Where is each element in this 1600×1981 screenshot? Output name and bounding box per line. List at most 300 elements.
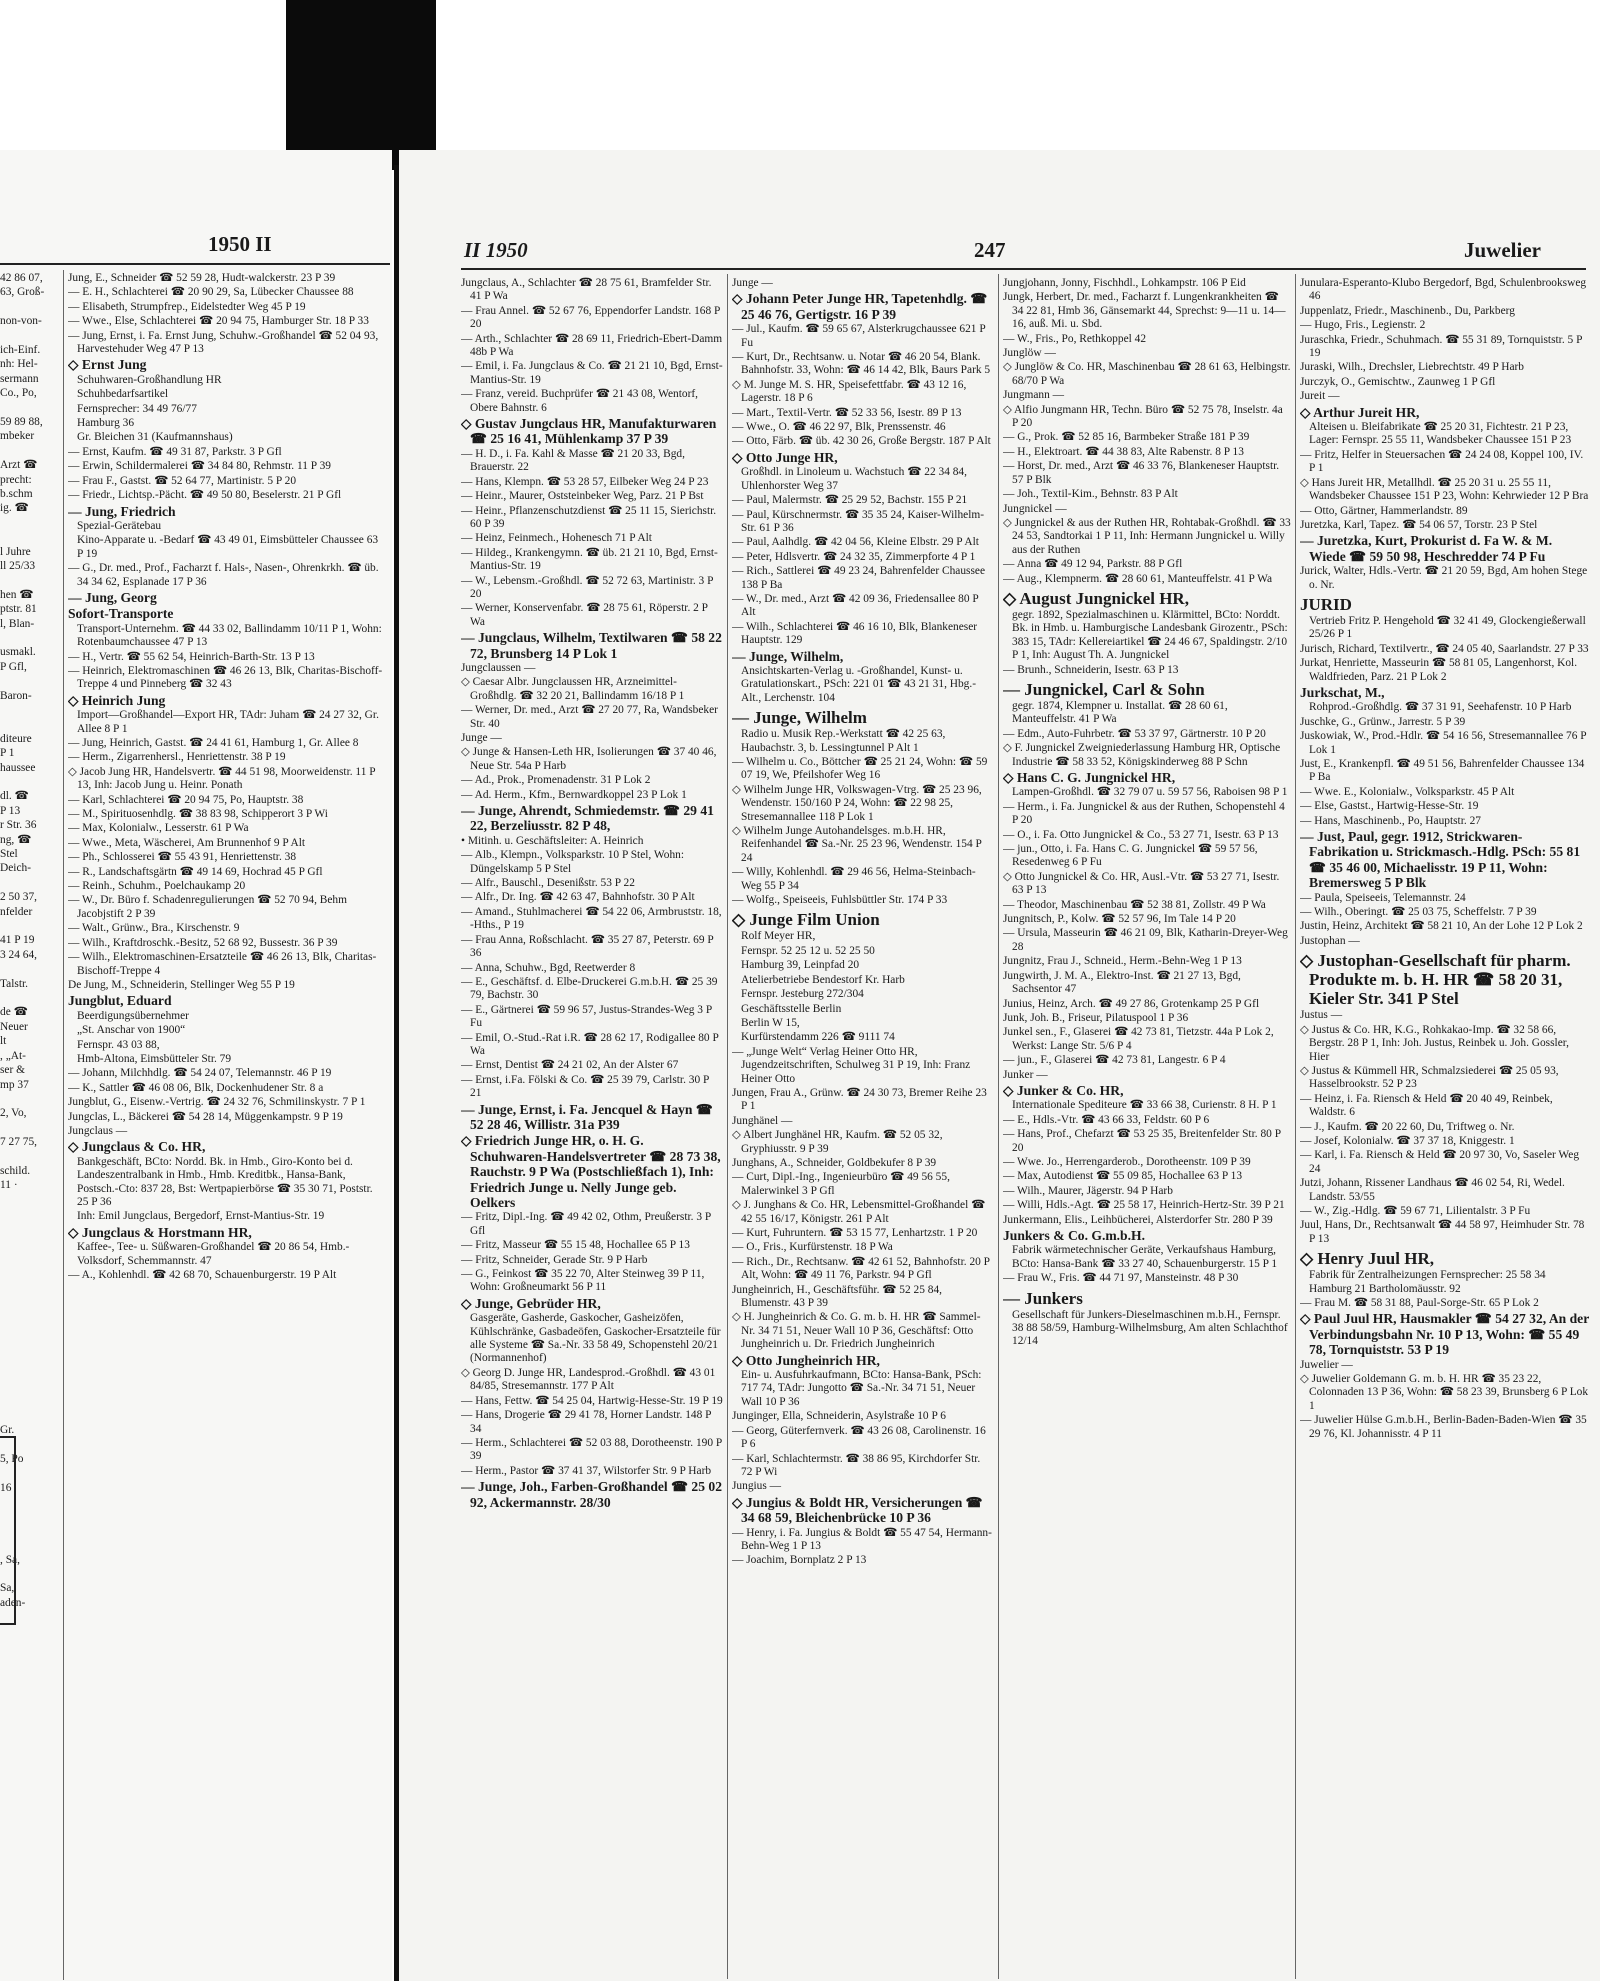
directory-entry: Rohprod.-Großhdlg. ☎ 37 31 91, Seehafenstr. 10 P Harb bbox=[1309, 701, 1572, 714]
directory-entry: — Herm., Pastor ☎ 37 41 37, Wilstorfer Str. 9 P Harb bbox=[461, 1464, 712, 1477]
directory-entry: ◇ J. Junghans & Co. HR, Lebensmittel-Großhandel ☎ 42 55 16/17, Königstr. 261 P Alt bbox=[732, 1199, 986, 1225]
margin-fragment: ng, ☎ bbox=[0, 833, 32, 846]
directory-entry: ◇ Otto Jungheinrich HR, bbox=[732, 1352, 880, 1368]
directory-entry: Jureit — bbox=[1300, 390, 1340, 403]
left-header-rule bbox=[0, 263, 390, 265]
page-number: 247 bbox=[974, 238, 1006, 262]
directory-entry: — Frau F., Gastst. ☎ 52 64 77, Martinistr. 5 P 20 bbox=[68, 474, 297, 487]
directory-entry: ◇ Wilhelm Junge Autohandelsges. m.b.H. HR, Reifenhandel ☎ Sa.-Nr. 25 23 96, Wendenstr. 154 P 24 bbox=[732, 825, 982, 864]
margin-fragment bbox=[0, 1251, 60, 1264]
directory-entry: ◇ M. Junge M. S. HR, Speisefettfabr. ☎ 43 12 16, Lagerstr. 18 P 6 bbox=[732, 378, 967, 405]
directory-entry: Kino-Apparate u. -Bedarf ☎ 43 49 01, Eimsbütteler Chaussee 63 P 19 bbox=[77, 534, 379, 560]
directory-entry: — Peter, Hdlsvertr. ☎ 24 32 35, Zimmerpforte 4 P 1 bbox=[732, 550, 976, 563]
directory-entry: Junge — bbox=[461, 732, 502, 744]
directory-entry: ◇ Georg D. Junge HR, Landesprod.-Großhdl. ☎ 43 01 84/85, Stresemannstr. 177 P Alt bbox=[461, 1366, 716, 1393]
directory-entry: Ein- u. Ausfuhrkaufmann, BCto: Hansa-Bank, PSch: 717 74, TAdr: Jungotto ☎ Sa.-Nr. 34 71 51, Neuer Wall 10 P 36 bbox=[741, 1369, 982, 1408]
margin-fragment: Neuer bbox=[0, 1020, 28, 1033]
margin-fragment: precht: bbox=[0, 473, 32, 486]
directory-entry: — Fritz, Dipl.-Ing. ☎ 49 42 02, Othm, Preußerstr. 3 P Gfl bbox=[461, 1211, 711, 1237]
directory-entry: „St. Anschar von 1900“ bbox=[77, 1024, 186, 1037]
directory-entry: Justophan — bbox=[1300, 934, 1360, 947]
margin-fragment bbox=[0, 1395, 60, 1408]
directory-entry: — Wilh., Elektromaschinen-Ersatzteile ☎ 46 26 13, Blk, Charitas-Bischoff-Treppe 4 bbox=[68, 951, 377, 977]
directory-entry: — Junge, Joh., Farben-Großhandel ☎ 25 02 92, Ackermannstr. 28/30 bbox=[461, 1479, 723, 1510]
margin-fragment bbox=[0, 1151, 60, 1164]
margin-fragment: ll 25/33 bbox=[0, 560, 36, 573]
margin-fragment bbox=[0, 776, 60, 789]
margin-fragment bbox=[0, 1323, 60, 1336]
margin-fragment: r Str. 36 bbox=[0, 819, 37, 832]
directory-entry: Jungius — bbox=[732, 1480, 782, 1493]
directory-entry: — Wwe., Meta, Wäscherei, Am Brunnenhof 9 P Alt bbox=[68, 836, 306, 849]
directory-entry: — Wwe. Jo., Herrengarderob., Dorotheenstr. 109 P 39 bbox=[1003, 1155, 1251, 1168]
margin-fragment bbox=[0, 1294, 60, 1307]
margin-fragment: P 1 bbox=[0, 747, 15, 760]
margin-fragment bbox=[0, 632, 60, 645]
margin-fragment bbox=[0, 963, 60, 976]
directory-entry: Juraski, Wilh., Drechsler, Liebrechtstr. 49 P Harb bbox=[1300, 361, 1524, 374]
margin-fragment: 42 86 07, bbox=[0, 272, 43, 284]
directory-entry: Jungclaus — bbox=[68, 1124, 128, 1137]
right-running-head-left: II 1950 bbox=[464, 238, 528, 262]
directory-entry: — W., Lebensm.-Großhdl. ☎ 52 72 63, Martinistr. 3 P 20 bbox=[461, 574, 714, 600]
directory-entry: Just, E., Krankenpfl. ☎ 49 51 56, Bahrenfelder Chaussee 134 P Ba bbox=[1300, 758, 1585, 784]
left-page bbox=[0, 150, 392, 1981]
directory-entry: Rolf Meyer HR, bbox=[741, 930, 816, 943]
directory-entry: — Ad., Prok., Promenadenstr. 31 P Lok 2 bbox=[461, 774, 651, 787]
directory-entry: Junker — bbox=[1003, 1068, 1048, 1081]
directory-entry: — Jung, Georg bbox=[68, 589, 157, 605]
margin-fragment bbox=[0, 1237, 60, 1250]
directory-entry: — Alfr., Dr. Ing. ☎ 42 63 47, Bahnhofstr. 30 P Alt bbox=[461, 891, 695, 904]
directory-entry: — H., Vertr. ☎ 55 62 54, Heinrich-Barth-Str. 13 P 13 bbox=[68, 650, 315, 663]
margin-fragment: P 13 bbox=[0, 804, 21, 817]
directory-entry: ◇ Jungclaus & Horstmann HR, bbox=[68, 1224, 252, 1240]
directory-entry: — Paul, Kürschnermstr. ☎ 35 35 24, Kaiser-Wilhelm-Str. 61 P 36 bbox=[732, 508, 985, 534]
directory-entry: — Rich., Sattlerei ☎ 49 23 24, Bahrenfelder Chaussee 138 P Ba bbox=[732, 565, 986, 591]
left-margin-column bbox=[0, 272, 60, 1972]
directory-entry: ◇ Paul Juul HR, Hausmakler ☎ 54 27 32, An der Verbindungsbahn Nr. 10 P 13, Wohn: ☎ 55 49 78, Tornquiststr. 53 P 19 bbox=[1300, 1311, 1589, 1358]
directory-entry: — Karl, Schlachtermstr. ☎ 38 86 95, Kirchdorfer Str. 72 P Wi bbox=[732, 1452, 981, 1478]
directory-entry: — Frau W., Fris. ☎ 44 71 97, Mansteinstr. 48 P 30 bbox=[1003, 1272, 1239, 1285]
margin-fragment: lt bbox=[0, 1035, 7, 1048]
directory-entry: ◇ Jungclaus & Co. HR, bbox=[68, 1139, 206, 1155]
margin-fragment: Deich- bbox=[0, 862, 31, 875]
directory-entry: Sofort-Transporte bbox=[68, 606, 174, 622]
directory-entry: Juwelier — bbox=[1300, 1358, 1353, 1371]
directory-entry: Juppenlatz, Friedr., Maschinenb., Du, Parkberg bbox=[1300, 304, 1515, 317]
directory-entry: — Wilh., Schlachterei ☎ 46 16 10, Blk, Blankeneser Hauptstr. 129 bbox=[732, 620, 978, 647]
directory-entry: Kaffee-, Tee- u. Süßwaren-Großhandel ☎ 20 86 54, Hmb.-Volksdorf, Schemmannstr. 47 bbox=[77, 1241, 350, 1267]
margin-fragment: 16 bbox=[0, 1481, 12, 1494]
directory-entry: Jungen, Frau A., Grünw. ☎ 24 30 73, Bremer Reihe 23 P 1 bbox=[732, 1086, 987, 1113]
right-column-4 bbox=[1300, 277, 1590, 1977]
directory-entry: gegr. 1892, Spezialmaschinen u. Klärmittel, BCto: Norddt. Bk. in Hmb. u. Hamburgische Landesbank Girozentr., PSch: 383 15, TAdr: Kellereiartikel ☎ 24 46 67, Spaldingstr. 2/10 P 1, Inh: August Th. A. Jungnickel bbox=[1012, 608, 1288, 662]
directory-entry: — Junge, Wilhelm bbox=[732, 708, 867, 728]
directory-entry: — A., Kohlenhdl. ☎ 42 68 70, Schauenburgerstr. 19 P Alt bbox=[68, 1269, 337, 1282]
margin-fragment bbox=[0, 574, 60, 587]
margin-fragment: schild. bbox=[0, 1164, 31, 1177]
directory-entry: — Frau M. ☎ 58 31 88, Paul-Sorge-Str. 65 P Lok 2 bbox=[1300, 1297, 1539, 1309]
margin-fragment: dl. ☎ bbox=[0, 790, 29, 803]
margin-fragment bbox=[0, 531, 60, 544]
directory-entry: • Mitinh. u. Geschäftsleiter: A. Heinrich bbox=[461, 834, 644, 847]
directory-entry: Kurfürstendamm 226 ☎ 9111 74 bbox=[741, 1031, 895, 1044]
directory-entry: — Friedr., Lichtsp.-Pächt. ☎ 49 50 80, Beselerstr. 21 P Gfl bbox=[68, 489, 342, 502]
directory-entry: — Erwin, Schildermalerei ☎ 34 84 80, Rehmstr. 11 P 39 bbox=[68, 460, 331, 473]
directory-entry: — Wolfg., Speiseeis, Fuhlsbüttler Str. 174 P 33 bbox=[732, 894, 948, 907]
margin-fragment bbox=[0, 1122, 60, 1135]
directory-entry: gegr. 1874, Klempner u. Installat. ☎ 28 60 61, Manteuffelstr. 41 P Wa bbox=[1012, 699, 1228, 726]
margin-fragment: usmakl. bbox=[0, 646, 36, 659]
directory-entry: Jurkat, Henriette, Masseurin ☎ 58 81 05, Langenhorst, Kol. Waldfrieden, Parz. 21 P Lok 2 bbox=[1300, 657, 1578, 683]
directory-entry: — Wwe. E., Kolonialw., Volksparkstr. 45 P Alt bbox=[1300, 785, 1515, 798]
margin-fragment bbox=[0, 704, 60, 717]
margin-fragment: ig. ☎ bbox=[0, 502, 29, 515]
directory-entry: — Theodor, Maschinenbau ☎ 52 38 81, Zollstr. 49 P Wa bbox=[1003, 898, 1266, 911]
column-divider-1 bbox=[727, 274, 728, 1979]
directory-entry: Junghänel — bbox=[732, 1114, 793, 1127]
directory-entry: Fernspr. 52 25 12 u. 52 25 50 bbox=[741, 944, 875, 957]
directory-entry: — Kurt, Dr., Rechtsanw. u. Notar ☎ 46 20 54, Blank. Bahnhofstr. 33, Wohn: ☎ 46 14 42, Blk, Baurs Park 5 bbox=[732, 351, 991, 377]
directory-entry: — Anna ☎ 49 12 94, Parkstr. 88 P Gfl bbox=[1003, 558, 1183, 571]
directory-entry: Schuhwaren-Großhandlung HR bbox=[77, 373, 222, 386]
margin-fragment: Gr. bbox=[0, 1423, 15, 1436]
directory-entry: — Max, Kolonialw., Lesserstr. 61 P Wa bbox=[68, 822, 249, 835]
margin-fragment bbox=[0, 1194, 60, 1207]
directory-entry: Jurkschat, M., bbox=[1300, 684, 1385, 700]
margin-fragment: Arzt ☎ bbox=[0, 459, 38, 472]
directory-entry: Lampen-Großhdl. ☎ 32 79 07 u. 59 57 56, Raboisen 98 P 1 bbox=[1012, 786, 1288, 799]
margin-fragment bbox=[0, 920, 60, 933]
directory-entry: Hamburg 39, Leinpfad 20 bbox=[741, 959, 860, 972]
directory-entry: — Hans, Klempn. ☎ 53 28 57, Eilbeker Weg 24 P 23 bbox=[461, 475, 709, 488]
directory-entry: Jurczyk, O., Gemischtw., Zaunweg 1 P Gfl bbox=[1300, 375, 1496, 388]
margin-fragment: ptstr. 81 bbox=[0, 603, 37, 616]
directory-entry: — Jungnickel, Carl & Sohn bbox=[1003, 679, 1205, 699]
directory-entry: ◇ H. Jungheinrich & Co. G. m. b. H. HR ☎ Sammel-Nr. 34 71 51, Neuer Wall 10 P 36, Geschäftsf: Otto Jungheinrich u. Dr. Friedrich Jungheinrich bbox=[732, 1311, 981, 1351]
directory-entry: — W., Zig.-Hdlg. ☎ 59 67 71, Lilientalstr. 3 P Fu bbox=[1300, 1204, 1531, 1217]
directory-entry: ◇ Jacob Jung HR, Handelsvertr. ☎ 44 51 98, Moorweidenstr. 11 P 13, Inh: Jacob Jung u. Heinr. Ponath bbox=[68, 765, 376, 792]
directory-entry: — E. H., Schlachterei ☎ 20 90 29, Sa, Lübecker Chaussee 88 bbox=[68, 286, 354, 299]
margin-fragment: mbeker bbox=[0, 430, 35, 443]
directory-entry: ◇ Ernst Jung bbox=[68, 357, 147, 373]
directory-entry: Junius, Heinz, Arch. ☎ 49 27 86, Grotenkamp 25 P Gfl bbox=[1003, 997, 1260, 1010]
left-entries-column bbox=[68, 272, 386, 1977]
directory-entry: — E., Gärtnerei ☎ 59 96 57, Justus-Strandes-Weg 3 P Fu bbox=[461, 1003, 712, 1030]
directory-entry: — Aug., Klempnerm. ☎ 28 60 61, Manteuffelstr. 41 P Wa bbox=[1003, 572, 1273, 585]
margin-fragment bbox=[0, 1280, 60, 1293]
left-running-head-title: 1950 II bbox=[208, 232, 272, 256]
directory-entry: Jurick, Walter, Hdls.-Vertr. ☎ 21 20 59, Bgd, Am hohen Stege o. Nr. bbox=[1300, 565, 1588, 591]
directory-entry: — O., i. Fa. Otto Jungnickel & Co., 53 27 71, Isestr. 63 P 13 bbox=[1003, 828, 1279, 841]
directory-entry: Jungheinrich, H., Geschäftsführ. ☎ 52 25 84, Blumenstr. 43 P 39 bbox=[732, 1283, 943, 1310]
directory-entry: — Heinz, Feinmech., Hohenesch 71 P Alt bbox=[461, 532, 652, 545]
directory-entry: Ansichtskarten-Verlag u. -Großhandel, Kunst- u. Gratulationskart., PSch: 221 01 ☎ 43 21 31, Hbg.-Alt., Lerchenstr. 104 bbox=[741, 664, 977, 704]
directory-entry: ◇ Johann Peter Junge HR, Tapetenhdlg. ☎ 25 46 76, Gertigstr. 16 P 39 bbox=[732, 291, 988, 322]
directory-entry: ◇ Arthur Jureit HR, bbox=[1300, 404, 1420, 420]
margin-fragment: diteure bbox=[0, 732, 32, 745]
directory-entry: — Ernst, i.Fa. Fölski & Co. ☎ 25 39 79, Carlstr. 30 P 21 bbox=[461, 1073, 709, 1100]
directory-entry: — Herm., Schlachterei ☎ 52 03 88, Dorotheenstr. 190 P 39 bbox=[461, 1436, 722, 1463]
directory-entry: — Wilh., Oberingt. ☎ 25 03 75, Scheffelstr. 7 P 39 bbox=[1300, 906, 1537, 919]
directory-entry: — Wwe., Else, Schlachterei ☎ 20 94 75, Hamburger Str. 18 P 33 bbox=[68, 315, 369, 328]
directory-entry: Fernsprecher: 34 49 76/77 bbox=[77, 402, 197, 415]
directory-entry: — Willi, Hdls.-Agt. ☎ 25 58 17, Heinrich-Hertz-Str. 39 P 21 bbox=[1003, 1199, 1285, 1212]
right-running-head bbox=[399, 238, 1600, 278]
right-header-rule bbox=[461, 268, 1586, 270]
margin-fragment: sermann bbox=[0, 372, 39, 385]
directory-entry: — Else, Gastst., Hartwig-Hesse-Str. 19 bbox=[1300, 800, 1479, 813]
directory-entry: — Junkers bbox=[1003, 1288, 1083, 1308]
directory-entry: — Paul, Aalhdlg. ☎ 42 04 56, Kleine Elbstr. 29 P Alt bbox=[732, 536, 979, 549]
directory-entry: — Just, Paul, gegr. 1912, Strickwaren-Fabrikation u. Strickmasch.-Hdlg. PSch: 55 81 ☎ 35 46 00, Michaelisstr. 19 P 11, Wohn: Bremersweg 5 P Blk bbox=[1300, 829, 1581, 891]
margin-fragment bbox=[0, 402, 60, 415]
directory-entry: — Ad. Herm., Kfm., Bernwardkoppel 23 P Lok 1 bbox=[461, 788, 687, 801]
right-column-3 bbox=[1003, 277, 1291, 1977]
directory-entry: — Juwelier Hülse G.m.b.H., Berlin-Baden-Baden-Wien ☎ 35 29 76, Kl. Johannisstr. 4 P 11 bbox=[1300, 1414, 1587, 1440]
directory-entry: Justin, Heinz, Architekt ☎ 58 21 10, An der Lohe 12 P Lok 2 bbox=[1300, 920, 1583, 933]
margin-fragment: 2 50 37, bbox=[0, 891, 38, 904]
right-running-head-right: Juwelier bbox=[1464, 238, 1541, 262]
directory-entry: — M., Spirituosenhdlg. ☎ 38 83 98, Schipperort 3 P Wi bbox=[68, 808, 328, 821]
directory-entry: — „Junge Welt“ Verlag Heiner Otto HR, Jugendzeitschriften, Schulweg 31 P 19, Inh: Franz Heiner Otto bbox=[732, 1045, 971, 1085]
margin-fragment: hen ☎ bbox=[0, 588, 34, 601]
directory-entry: Jungk, Herbert, Dr. med., Facharzt f. Lungenkrankheiten ☎ 34 22 81, Hmb 36, Gänsemarkt 44, Sprechst: 9—11 u. 14—16, auß. Mi. u. Sbd. bbox=[1003, 291, 1286, 331]
left-column-divider bbox=[63, 270, 64, 1980]
directory-entry: Junge — bbox=[732, 277, 773, 289]
directory-entry: — Josef, Kolonialw. ☎ 37 37 18, Kniggestr. 1 bbox=[1300, 1134, 1515, 1147]
column-divider-2 bbox=[998, 274, 999, 1979]
directory-entry: ◇ Henry Juul HR, bbox=[1300, 1249, 1434, 1269]
directory-entry: — Ernst, Kaufm. ☎ 49 31 87, Parkstr. 3 P Gfl bbox=[68, 445, 282, 458]
directory-entry: Internationale Spediteure ☎ 33 66 38, Curienstr. 8 H. P 1 bbox=[1012, 1099, 1277, 1112]
margin-fragment: Baron- bbox=[0, 689, 32, 702]
directory-entry: — Ernst, Dentist ☎ 24 21 02, An der Alster 67 bbox=[461, 1059, 679, 1072]
directory-entry: — Herm., Zigarrenhersl., Henriettenstr. 38 P 19 bbox=[68, 751, 286, 764]
directory-entry: Alteisen u. Bleifabrikate ☎ 25 20 31, Fichtestr. 21 P 23, Lager: Fernspr. 25 55 11, Wandsbeker Chaussee 151 P 23 bbox=[1309, 421, 1572, 447]
directory-entry: — Jungclaus, Wilhelm, Textilwaren ☎ 58 22 72, Brunsberg 14 P Lok 1 bbox=[461, 630, 722, 661]
directory-entry: ◇ Albert Junghänel HR, Kaufm. ☎ 52 05 32, Gryphiusstr. 9 P 39 bbox=[732, 1129, 943, 1155]
margin-fragment bbox=[0, 330, 60, 343]
directory-entry: — E., Hdls.-Vtr. ☎ 43 66 33, Feldstr. 60 P 6 bbox=[1003, 1113, 1210, 1126]
directory-entry: — Frau Anna, Roßschlacht. ☎ 35 27 87, Peterstr. 69 P 36 bbox=[461, 933, 714, 960]
directory-entry: — Hans, Fettw. ☎ 54 25 04, Hartwig-Hesse-Str. 19 P 19 bbox=[461, 1394, 723, 1407]
directory-entry: — Curt, Dipl.-Ing., Ingenieurbüro ☎ 49 56 55, Malerwinkel 3 P Gfl bbox=[732, 1171, 950, 1197]
directory-entry: — Horst, Dr. med., Arzt ☎ 46 33 76, Blankeneser Hauptstr. 57 P Blk bbox=[1003, 460, 1280, 486]
directory-entry: — E., Geschäftsf. d. Elbe-Druckerei G.m.b.H. ☎ 25 39 79, Bachstr. 30 bbox=[461, 975, 718, 1002]
directory-entry: — Emil, i. Fa. Jungclaus & Co. ☎ 21 21 10, Bgd, Ernst-Mantius-Str. 19 bbox=[461, 360, 723, 386]
margin-fragment bbox=[0, 1093, 60, 1106]
directory-entry: — Henry, i. Fa. Jungius & Boldt ☎ 55 47 54, Hermann-Behn-Weg 1 P 13 bbox=[732, 1526, 992, 1552]
directory-entry: — Junge, Ahrendt, Schmiedemstr. ☎ 29 41 22, Berzeliusstr. 82 P 48, bbox=[461, 803, 714, 834]
directory-entry: — Franz, vereid. Buchprüfer ☎ 21 43 08, Wentorf, Obere Bahnstr. 6 bbox=[461, 388, 699, 414]
margin-fragment: mp 37 bbox=[0, 1078, 29, 1091]
directory-entry: ◇ Gustav Jungclaus HR, Manufakturwaren ☎ 25 16 41, Mühlenkamp 37 P 39 bbox=[461, 416, 717, 447]
directory-entry: Schuhbedarfsartikel bbox=[77, 388, 169, 401]
margin-fragment bbox=[0, 1222, 60, 1235]
directory-entry: ◇ Alfio Jungmann HR, Techn. Büro ☎ 52 75 78, Inselstr. 4a P 20 bbox=[1003, 403, 1283, 430]
directory-entry: Junkel sen., F., Glaserei ☎ 42 73 81, Tietzstr. 44a P Lok 2, Werkst: Lange Str. 5/6 P 4 bbox=[1003, 1026, 1274, 1052]
directory-entry: Jutzi, Johann, Rissener Landhaus ☎ 46 02 54, Ri, Wedel. Landstr. 53/55 bbox=[1300, 1177, 1565, 1203]
directory-entry: Inh: Emil Jungclaus, Bergedorf, Ernst-Mantius-Str. 19 bbox=[77, 1210, 325, 1223]
directory-entry: Jungwirth, J. M. A., Elektro-Inst. ☎ 21 27 13, Bgd, Sachsentor 47 bbox=[1003, 969, 1241, 996]
directory-entry: Fabrik wärmetechnischer Geräte, Verkaufshaus Hamburg, BCto: Hansa-Bank ☎ 33 27 40, Schauenburgerstr. 15 P 1 bbox=[1012, 1244, 1278, 1270]
margin-fragment: 59 89 88, bbox=[0, 416, 43, 429]
directory-entry: — Otto, Gärtner, Hammerlandstr. 89 bbox=[1300, 504, 1468, 517]
margin-fragment bbox=[0, 877, 60, 890]
directory-entry: — Heinz, i. Fa. Riensch & Held ☎ 20 40 49, Reinbek, Waldstr. 6 bbox=[1300, 1092, 1553, 1119]
directory-entry: Jungblut, G., Eisenw.-Vertrig. ☎ 24 32 76, Schmilinskystr. 7 P 1 bbox=[68, 1096, 366, 1109]
directory-entry: — Fritz, Helfer in Steuersachen ☎ 24 24 08, Koppel 100, IV. P 1 bbox=[1300, 448, 1584, 475]
directory-entry: Junkermann, Elis., Leihbücherei, Alsterdorfer Str. 280 P 39 bbox=[1003, 1213, 1273, 1226]
right-column-1 bbox=[461, 277, 723, 1977]
margin-fragment: P Gfl, bbox=[0, 660, 27, 673]
directory-entry: Jungnitsch, P., Kolw. ☎ 52 57 96, Im Tale 14 P 20 bbox=[1003, 913, 1236, 926]
directory-entry: ◇ Justus & Kümmell HR, Schmalzsiederei ☎ 25 05 93, Hasselbrookstr. 52 P 23 bbox=[1300, 1064, 1559, 1091]
margin-fragment bbox=[0, 1338, 60, 1351]
directory-entry: Jung, E., Schneider ☎ 52 59 28, Hudt-walckerstr. 23 P 39 bbox=[68, 272, 336, 284]
directory-entry: — Jung, Heinrich, Gastst. ☎ 24 41 61, Hamburg 1, Gr. Allee 8 bbox=[68, 737, 359, 749]
margin-fragment: 2, Vo, bbox=[0, 1107, 27, 1120]
margin-fragment bbox=[0, 301, 60, 314]
directory-entry: Jungclaussen — bbox=[461, 661, 536, 674]
margin-fragment: 41 P 19 bbox=[0, 934, 35, 947]
directory-entry: — Johann, Milchhdlg. ☎ 54 24 07, Telemannstr. 46 P 19 bbox=[68, 1067, 332, 1080]
directory-entry: Juul, Hans, Dr., Rechtsanwalt ☎ 44 58 97, Heimhuder Str. 78 P 13 bbox=[1300, 1219, 1585, 1245]
directory-entry: — Georg, Güterfernverk. ☎ 43 26 08, Carolinenstr. 16 P 6 bbox=[732, 1424, 986, 1451]
directory-entry: Jurisch, Richard, Textilvertr., ☎ 24 05 40, Saarlandstr. 27 P 33 bbox=[1300, 642, 1589, 655]
directory-entry: — Wwe., O. ☎ 46 22 97, Blk, Prenssenstr. 46 bbox=[732, 421, 946, 434]
directory-entry: — G., Feinkost ☎ 35 22 70, Alter Steinweg 39 P 11, Wohn: Großneumarkt 56 P 11 bbox=[461, 1268, 705, 1294]
directory-entry: ◇ Jungnickel & aus der Ruthen HR, Rohtabak-Großhdl. ☎ 33 24 53, Sandtorkai 1 P 11, Inh: Hermann Jungnickel u. Willy aus der Ruthen bbox=[1003, 516, 1291, 556]
directory-entry: ◇ Justophan-Gesellschaft für pharm. Produkte m. b. H. HR ☎ 58 20 31, Kieler Str. 341 P Stel bbox=[1300, 951, 1571, 1009]
directory-entry: Vertrieb Fritz P. Hengehold ☎ 32 41 49, Glockengießerwall 25/26 P 1 bbox=[1309, 614, 1586, 641]
directory-entry: ◇ Junge, Gebrüder HR, bbox=[461, 1295, 601, 1311]
directory-entry: — Anna, Schuhw., Bgd, Reetwerder 8 bbox=[461, 961, 636, 974]
margin-fragment: Talstr. bbox=[0, 977, 28, 990]
directory-entry: ◇ Juwelier Goldemann G. m. b. H. HR ☎ 35 23 22, Colonnaden 13 P 36, Wohn: ☎ 58 23 39, Brunsberg 6 P Lok 1 bbox=[1300, 1373, 1589, 1412]
directory-entry: — W., Fris., Po, Rethkoppel 42 bbox=[1003, 332, 1147, 345]
directory-entry: ◇ Otto Jungnickel & Co. HR, Ausl.-Vtr. ☎ 53 27 71, Isestr. 63 P 13 bbox=[1003, 870, 1280, 897]
margin-fragment bbox=[0, 1410, 60, 1423]
margin-fragment: non-von- bbox=[0, 315, 42, 328]
directory-entry: ◇ Jungius & Boldt HR, Versicherungen ☎ 34 68 59, Bleichenbrücke 10 P 36 bbox=[732, 1494, 983, 1526]
margin-fragment: 5, Po bbox=[0, 1452, 24, 1465]
directory-entry: — Juretzka, Kurt, Prokurist d. Fa W. & M. Wiede ☎ 59 50 98, Heschredder 74 P Fu bbox=[1300, 533, 1553, 564]
directory-entry: Jungclas, L., Bäckerei ☎ 54 28 14, Müggenkampstr. 9 P 19 bbox=[68, 1110, 343, 1123]
directory-entry: Spezial-Gerätebau bbox=[77, 519, 162, 532]
margin-fragment: l, Blan- bbox=[0, 617, 35, 630]
directory-entry: Fernspr. Jesteburg 272/304 bbox=[741, 988, 864, 1001]
directory-entry: — Hans, Drogerie ☎ 29 41 78, Horner Landstr. 148 P 34 bbox=[461, 1409, 712, 1435]
directory-entry: Hmb-Altona, Eimsbütteler Str. 79 bbox=[77, 1052, 232, 1065]
directory-entry: Jungmann — bbox=[1003, 389, 1065, 402]
directory-entry: Junk, Joh. B., Friseur, Pilatuspool 1 P 36 bbox=[1003, 1011, 1189, 1024]
directory-entry: Juschke, G., Grünw., Jarrestr. 5 P 39 bbox=[1300, 715, 1466, 728]
directory-entry: — Karl, Schlachterei ☎ 20 94 75, Po, Hauptstr. 38 bbox=[68, 793, 304, 806]
directory-entry: Jungjohann, Jonny, Fischhdl., Lohkampstr. 106 P Eid bbox=[1003, 277, 1246, 289]
margin-fragment: 3 24 64, bbox=[0, 948, 38, 961]
margin-fragment: 11 · bbox=[0, 1179, 18, 1192]
directory-entry: ◇ F. Jungnickel Zweigniederlassung Hamburg HR, Optische Industrie ☎ 58 33 52, Königskinderweg 88 P Schn bbox=[1003, 742, 1281, 768]
directory-entry: — Alfr., Bauschl., Desenißstr. 53 P 22 bbox=[461, 877, 635, 890]
directory-entry: Junghans, A., Schneider, Goldbekufer 8 P 39 bbox=[732, 1156, 937, 1169]
margin-fragment bbox=[0, 517, 60, 530]
directory-entry: Jungnitz, Frau J., Schneid., Herm.-Behn-Weg 1 P 13 bbox=[1003, 955, 1242, 968]
directory-entry: — Arth., Schlachter ☎ 28 69 11, Friedrich-Ebert-Damm 48b P Wa bbox=[461, 332, 723, 359]
directory-entry: ◇ Junglöw & Co. HR, Maschinenbau ☎ 28 61 63, Helbingstr. 68/70 P Wa bbox=[1003, 361, 1291, 387]
directory-entry: ◇ Caesar Albr. Jungclaussen HR, Arzneimittel-Großhdlg. ☎ 32 20 21, Ballindamm 16/18 P 1 bbox=[461, 676, 685, 702]
directory-entry: ◇ Heinrich Jung bbox=[68, 692, 166, 708]
directory-entry: — Fritz, Schneider, Gerade Str. 9 P Harb bbox=[461, 1253, 648, 1266]
directory-entry: ◇ Hans C. G. Jungnickel HR, bbox=[1003, 770, 1176, 785]
directory-entry: — Walt., Grünw., Bra., Kirschenstr. 9 bbox=[68, 922, 240, 935]
directory-entry: — Karl, i. Fa. Riensch & Held ☎ 20 97 30, Vo, Saseler Weg 24 bbox=[1300, 1149, 1580, 1175]
directory-entry: Radio u. Musik Rep.-Werkstatt ☎ 42 25 63, Haubachstr. 3, b. Lessingtunnel P Alt 1 bbox=[741, 728, 946, 754]
scanner-shadow bbox=[286, 0, 436, 170]
directory-entry: — Werner, Konservenfabr. ☎ 28 75 61, Röperstr. 2 P Wa bbox=[461, 602, 708, 628]
directory-entry: — Hildeg., Krankengymn. ☎ üb. 21 21 10, Bgd, Ernst-Mantius-Str. 19 bbox=[461, 546, 718, 573]
directory-entry: — Heinr., Pflanzenschutzdienst ☎ 25 11 15, Sierichstr. 60 P 39 bbox=[461, 504, 717, 530]
margin-fragment: ser & bbox=[0, 1064, 25, 1077]
left-running-head bbox=[0, 232, 392, 272]
directory-entry: ◇ August Jungnickel HR, bbox=[1003, 588, 1189, 608]
margin-fragment bbox=[0, 1309, 60, 1322]
directory-entry: — Ph., Schlosserei ☎ 55 43 91, Henriettenstr. 38 bbox=[68, 851, 297, 864]
directory-entry: Jungblut, Eduard bbox=[68, 993, 172, 1009]
directory-entry: — H. D., i. Fa. Kahl & Masse ☎ 21 20 33, Bgd, Brauerstr. 22 bbox=[461, 447, 685, 474]
margin-fragment: , Sa, bbox=[0, 1553, 20, 1566]
directory-entry: — Heinr., Maurer, Oststeinbeker Weg, Parz. 21 P Bst bbox=[461, 490, 704, 503]
directory-entry: — Willy, Kohlenhdl. ☎ 29 46 56, Helma-Steinbach-Weg 55 P 34 bbox=[732, 866, 976, 892]
directory-entry: Bankgeschäft, BCto: Nordd. Bk. in Hmb., Giro-Konto bei d. Landeszentralbank in Hmb., Hmb. Kreditbk., Hansa-Bank, Postsch.-Cto: 837 28, Bst: Wertpapierbörse ☎ 35 30 71, Poststr. 25 P 36 bbox=[77, 1155, 373, 1208]
margin-fragment bbox=[0, 1352, 60, 1365]
directory-entry: Gr. Bleichen 31 (Kaufmannshaus) bbox=[77, 431, 233, 444]
directory-entry: — Reinh., Schuhm., Poelchaukamp 20 bbox=[68, 880, 246, 893]
directory-entry: De Jung, M., Schneiderin, Stellinger Weg 55 P 19 bbox=[68, 978, 295, 991]
directory-entry: — K., Sattler ☎ 46 08 06, Blk, Dockenhudener Str. 8 a bbox=[68, 1081, 324, 1094]
directory-entry: ◇ Justus & Co. HR, K.G., Rohkakao-Imp. ☎ 32 58 66, Bergstr. 28 P 1, Inh: Joh. Justus, Reinbek u. Joh. Gossler, Hier bbox=[1300, 1023, 1569, 1063]
directory-entry: — Hans, Maschinenb., Po, Hauptstr. 27 bbox=[1300, 814, 1481, 827]
directory-entry: ◇ Junker & Co. HR, bbox=[1003, 1082, 1124, 1098]
directory-entry: Hamburg 36 bbox=[77, 417, 135, 430]
margin-fragment bbox=[0, 1266, 60, 1279]
directory-entry: — W., Dr. Büro f. Schadenregulierungen ☎ 52 70 94, Behm Jacobjstift 2 P 39 bbox=[68, 894, 347, 920]
margin-fragment bbox=[0, 675, 60, 688]
directory-entry: — Kurt, Fuhruntern. ☎ 53 15 77, Lenhartzstr. 1 P 20 bbox=[732, 1227, 978, 1239]
directory-entry: ◇ Junge Film Union bbox=[732, 910, 880, 930]
directory-entry: — Werner, Dr. med., Arzt ☎ 27 20 77, Ra, Wandsbeker Str. 40 bbox=[461, 704, 718, 730]
directory-entry: — jun., Otto, i. Fa. Hans C. G. Jungnickel ☎ 59 57 56, Resedenweg 6 P Fu bbox=[1003, 843, 1258, 869]
directory-entry: — G., Dr. med., Prof., Facharzt f. Hals-, Nasen-, Ohrenkrkh. ☎ üb. 34 34 62, Esplanade 17 P 36 bbox=[68, 562, 379, 588]
directory-entry: — Joh., Textil-Kim., Behnstr. 83 P Alt bbox=[1003, 488, 1178, 501]
directory-entry: — H., Elektroart. ☎ 44 38 83, Alte Rabenstr. 8 P 13 bbox=[1003, 445, 1244, 458]
ad-border bbox=[0, 1436, 16, 1625]
margin-fragment: b.schm bbox=[0, 488, 33, 501]
directory-entry: JURID bbox=[1300, 594, 1352, 614]
directory-entry: ◇ Otto Junge HR, bbox=[732, 449, 838, 465]
directory-entry: — Rich., Dr., Rechtsanw. ☎ 42 61 52, Bahnhofstr. 20 P Alt, Wohn: ☎ 49 11 76, Parkstr. 94 P Gfl bbox=[732, 1255, 990, 1282]
margin-fragment: Sa, bbox=[0, 1582, 15, 1595]
margin-fragment: 7 27 75, bbox=[0, 1136, 38, 1149]
directory-entry: — Junge, Wilhelm, bbox=[732, 648, 844, 664]
directory-entry: — Paul, Malermstr. ☎ 25 29 52, Bachstr. 155 P 21 bbox=[732, 494, 968, 507]
directory-entry: Jungnickel — bbox=[1003, 502, 1067, 515]
directory-entry: ◇ Junge & Hansen-Leth HR, Isolierungen ☎ 37 40 46, Neue Str. 54a P Harb bbox=[461, 746, 717, 772]
right-page bbox=[399, 150, 1600, 1981]
directory-entry: Junglöw — bbox=[1003, 347, 1056, 360]
